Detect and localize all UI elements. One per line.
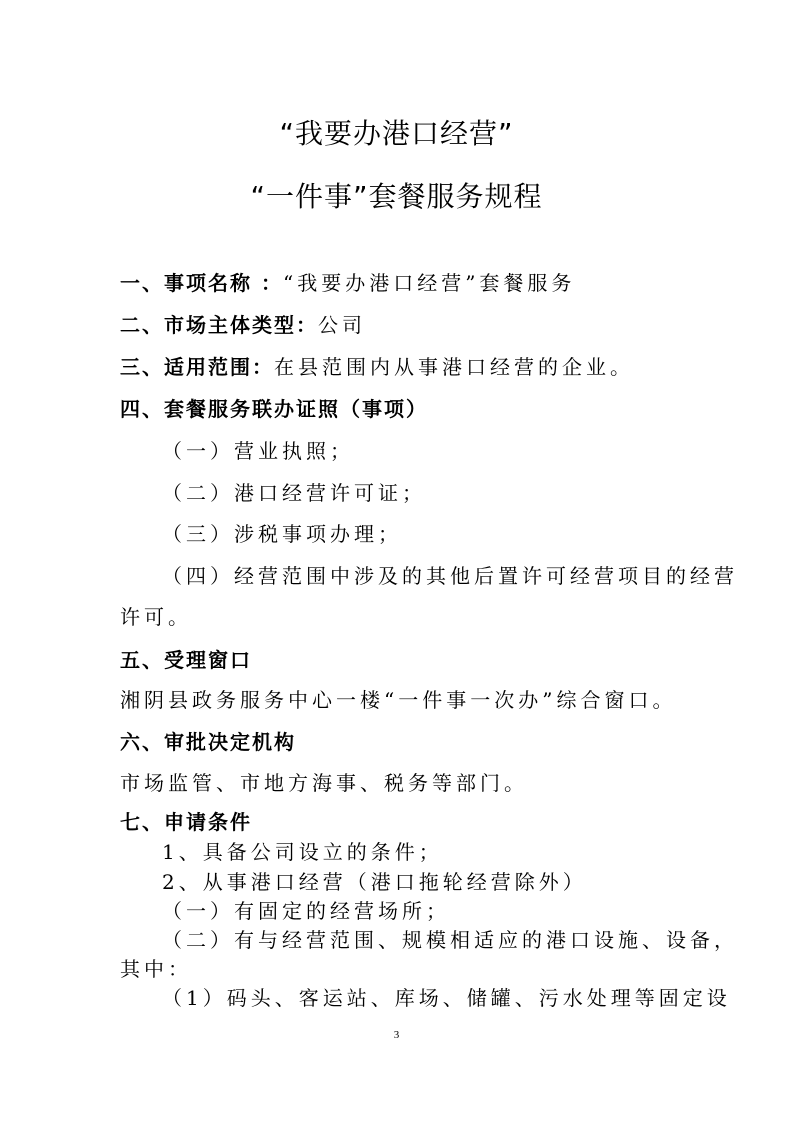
condition-item: （二）有与经营范围、规模相适应的港口设施、设备， xyxy=(162,928,738,952)
license-item: （三）涉税事项办理； xyxy=(162,522,402,546)
section-window-value: 湘阴县政务服务中心一楼“一件事一次办”综合窗口。 xyxy=(120,688,677,712)
section-licenses-heading: 四、套餐服务联办证照（事项） xyxy=(120,397,428,421)
license-item: （一）营业执照； xyxy=(162,439,354,463)
section-item-name xyxy=(120,273,575,293)
condition-item: 1、具备公司设立的条件； xyxy=(162,840,443,864)
section-heading: 一、事项名称 ： xyxy=(120,271,283,295)
condition-item: （1）码头、客运站、库场、储罐、污水处理等固定设 xyxy=(162,986,731,1010)
section-window-heading: 五、受理窗口 xyxy=(120,648,252,672)
condition-item-continued: 其中： xyxy=(120,957,192,981)
section-scope xyxy=(120,357,634,377)
section-heading: 三、适用范围： xyxy=(120,355,274,379)
section-conditions-heading: 七、申请条件 xyxy=(120,810,252,834)
section-value: “我要办港口经营”套餐服务 xyxy=(282,271,576,295)
license-item: （二）港口经营许可证； xyxy=(162,481,426,505)
title-line-2: “一件事”套餐服务规程 xyxy=(250,180,543,213)
section-approval-heading: 六、审批决定机构 xyxy=(120,730,296,754)
section-approval-value: 市场监管、市地方海事、税务等部门。 xyxy=(120,771,528,795)
section-market-type xyxy=(120,315,366,335)
section-value: 在县范围内从事港口经营的企业。 xyxy=(274,355,634,379)
license-item-continued: 许可。 xyxy=(120,605,192,629)
title-line-1: “我要办港口经营” xyxy=(279,117,514,150)
page-number: 3 xyxy=(393,1029,400,1041)
license-item: （四）经营范围中涉及的其他后置许可经营项目的经营 xyxy=(162,564,738,588)
section-heading: 二、市场主体类型： xyxy=(120,313,318,337)
condition-item: 2、从事港口经营（港口拖轮经营除外） xyxy=(162,870,587,894)
condition-item: （一）有固定的经营场所； xyxy=(162,899,450,923)
section-value: 公司 xyxy=(318,313,366,337)
